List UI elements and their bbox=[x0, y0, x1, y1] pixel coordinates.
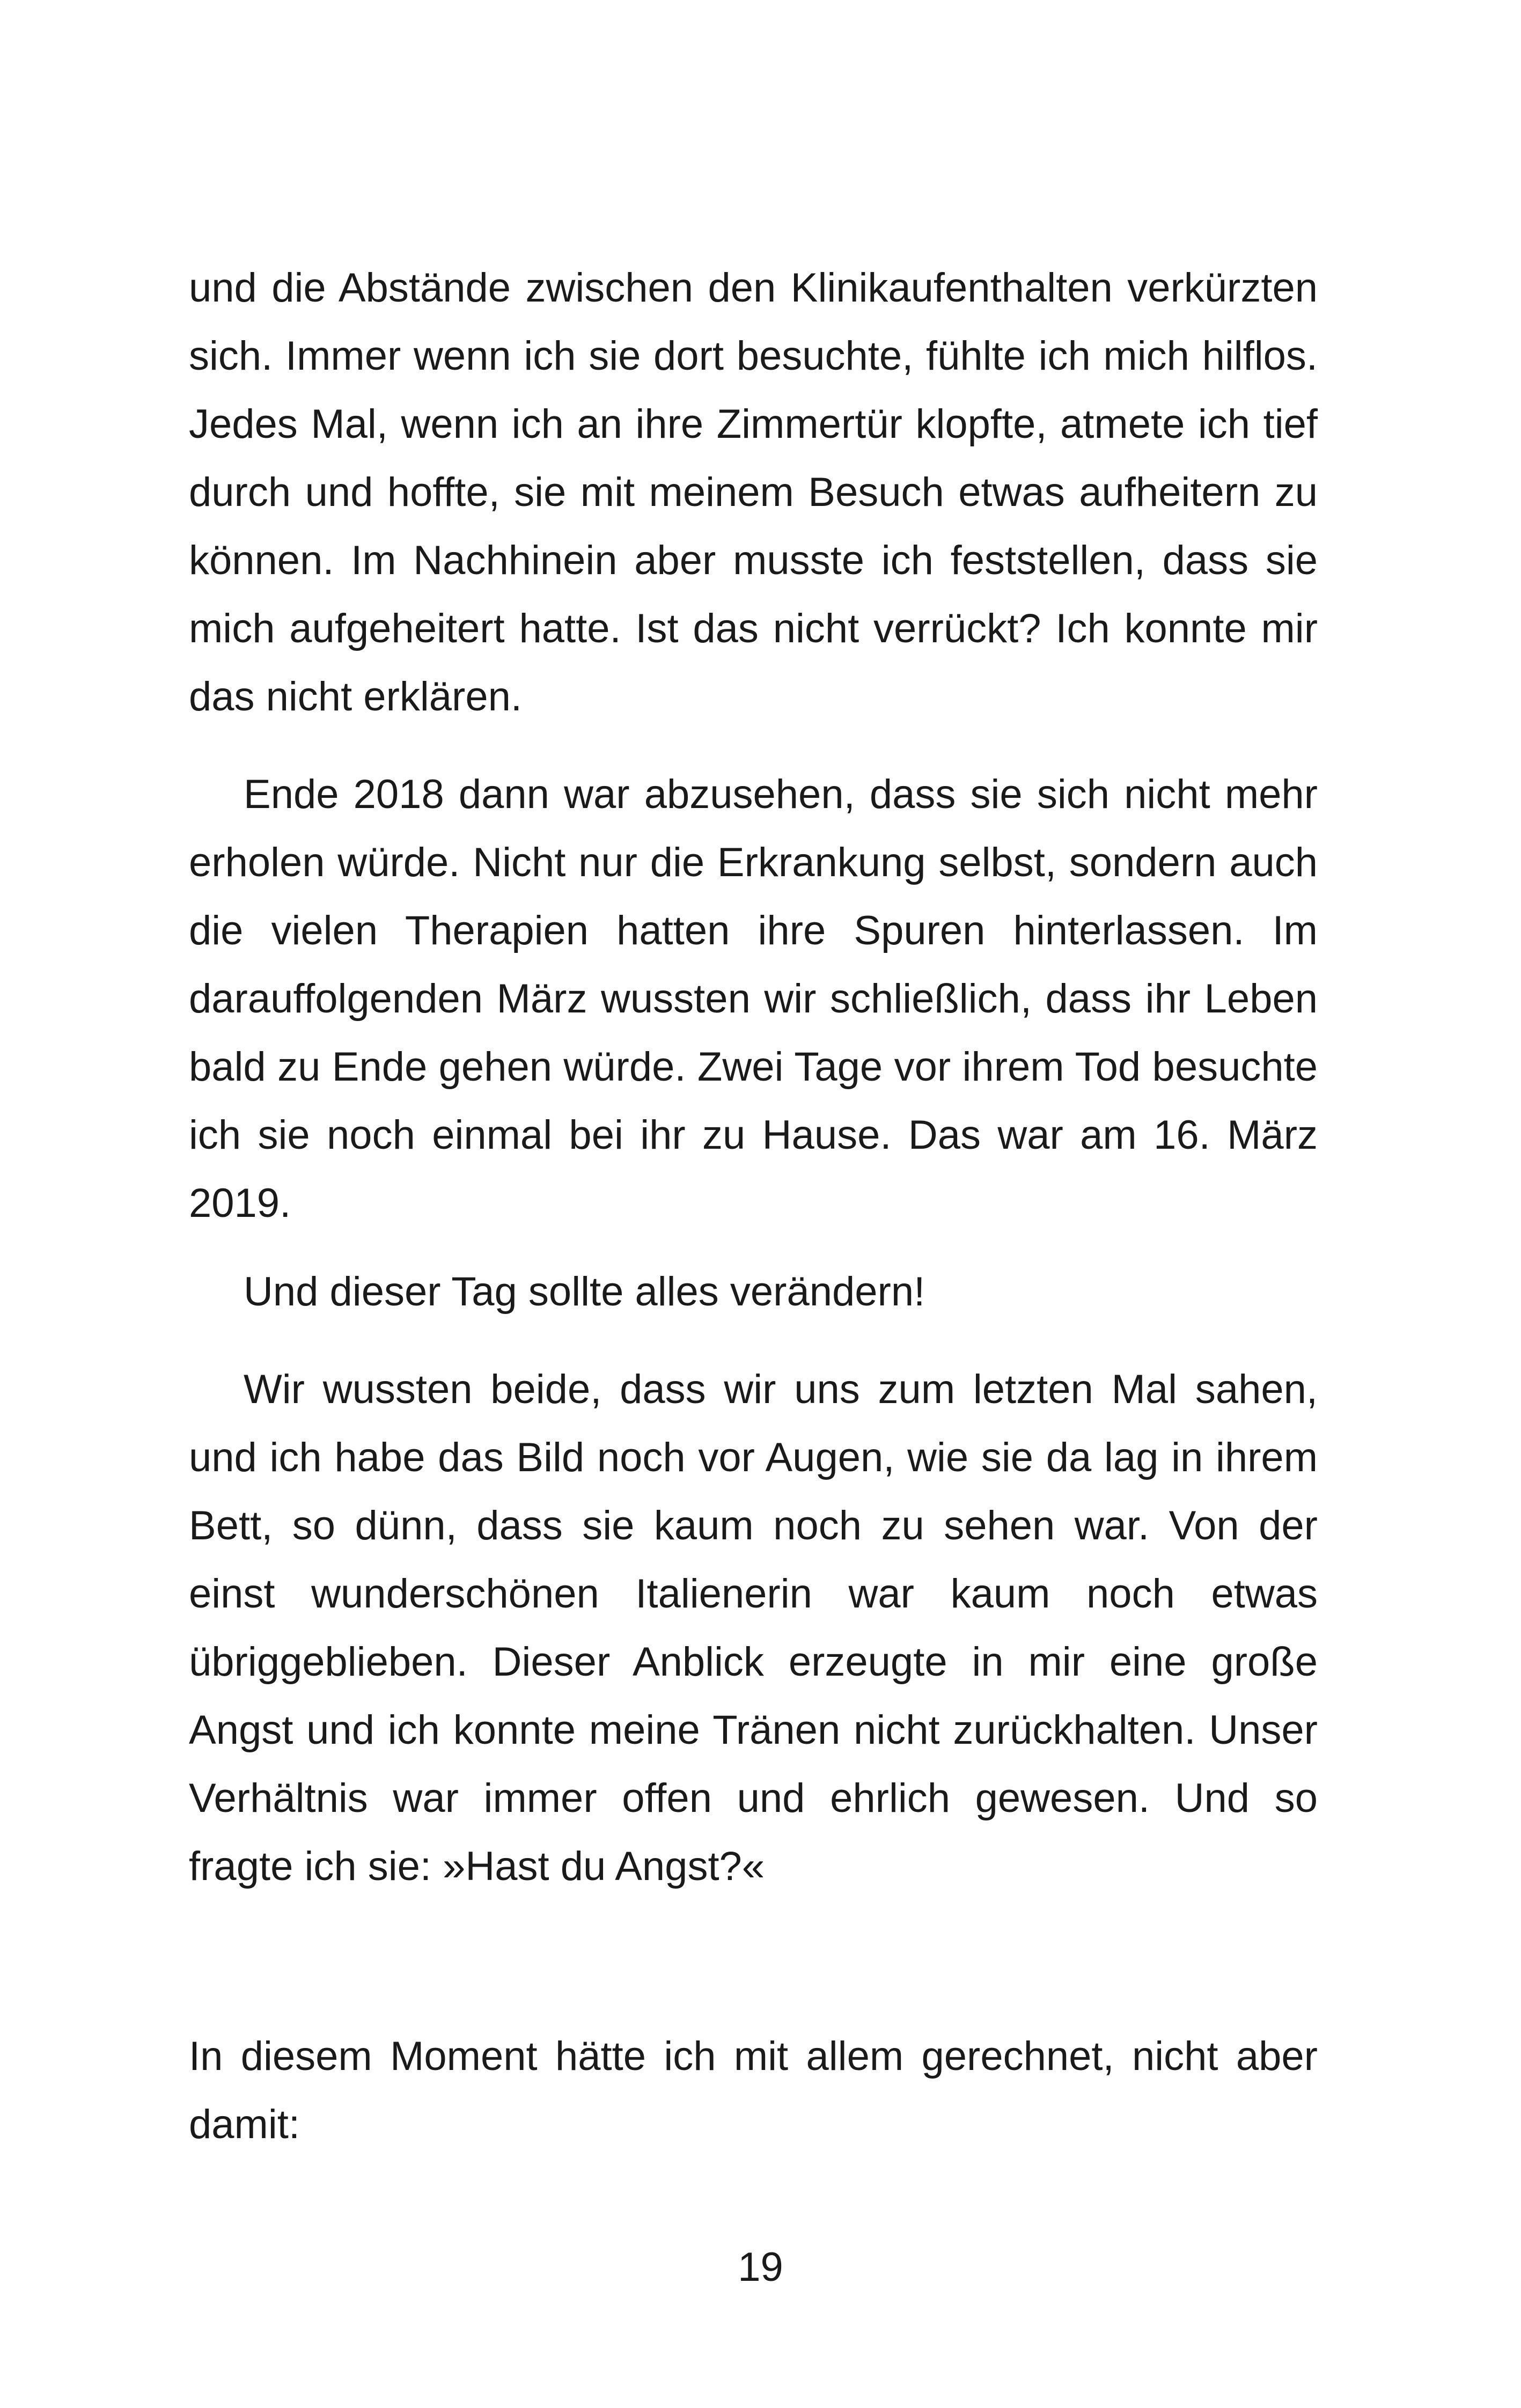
body-text-top bbox=[189, 254, 1318, 731]
paragraph-2: Ende 2018 dann war abzusehen, dass sie sich nicht mehr erholen würde. Nicht nur die Erkrankung selbst, sondern auch die vielen Therapien hatten ihre Spuren hinterlassen. Im darauffolgenden März wussten wir schließlich, dass ihr Leben bald zu Ende gehen würde. Zwei Tage vor ihrem Tod besuchte ich sie noch einmal bei ihr zu Hause. Das war am 16. März 2019. bbox=[189, 772, 1318, 1226]
body-text-2 bbox=[189, 760, 1318, 1237]
body-text-3 bbox=[189, 1258, 1318, 1326]
paragraph-4: Wir wussten beide, dass wir uns zum letzten Mal sahen, und ich habe das Bild noch vor Augen, wie sie da lag in ihrem Bett, so dünn, dass sie kaum noch zu sehen war. Von der einst wunderschönen Italienerin war kaum noch etwas übriggeblieben. Dieser Anblick erzeugte in mir eine große Angst und ich konnte meine Tränen nicht zurückhalten. Unser Verhältnis war immer offen und ehrlich gewesen. Und so fragte ich sie: »Hast du Angst?« bbox=[189, 1367, 1318, 1889]
paragraph-3: Und dieser Tag sollte alles verändern! bbox=[244, 1269, 925, 1315]
paragraph-5: In diesem Moment hätte ich mit allem gerechnet, nicht aber damit: bbox=[189, 2033, 1318, 2147]
page-number: 19 bbox=[738, 2244, 783, 2290]
body-text-4 bbox=[189, 1355, 1318, 1900]
body-text-5 bbox=[189, 2022, 1318, 2159]
paragraph-1: und die Abstände zwischen den Klinikaufenthalten verkürzten sich. Immer wenn ich sie dort besuchte, fühlte ich mich hilflos. Jedes Mal, wenn ich an ihre Zimmertür klopfte, atmete ich tief durch und hoffte, sie mit meinem Besuch etwas aufheitern zu können. Im Nachhinein aber musste ich feststellen, dass sie mich aufgeheitert hatte. Ist das nicht verrückt? Ich konnte mir das nicht erklären. bbox=[189, 265, 1318, 720]
